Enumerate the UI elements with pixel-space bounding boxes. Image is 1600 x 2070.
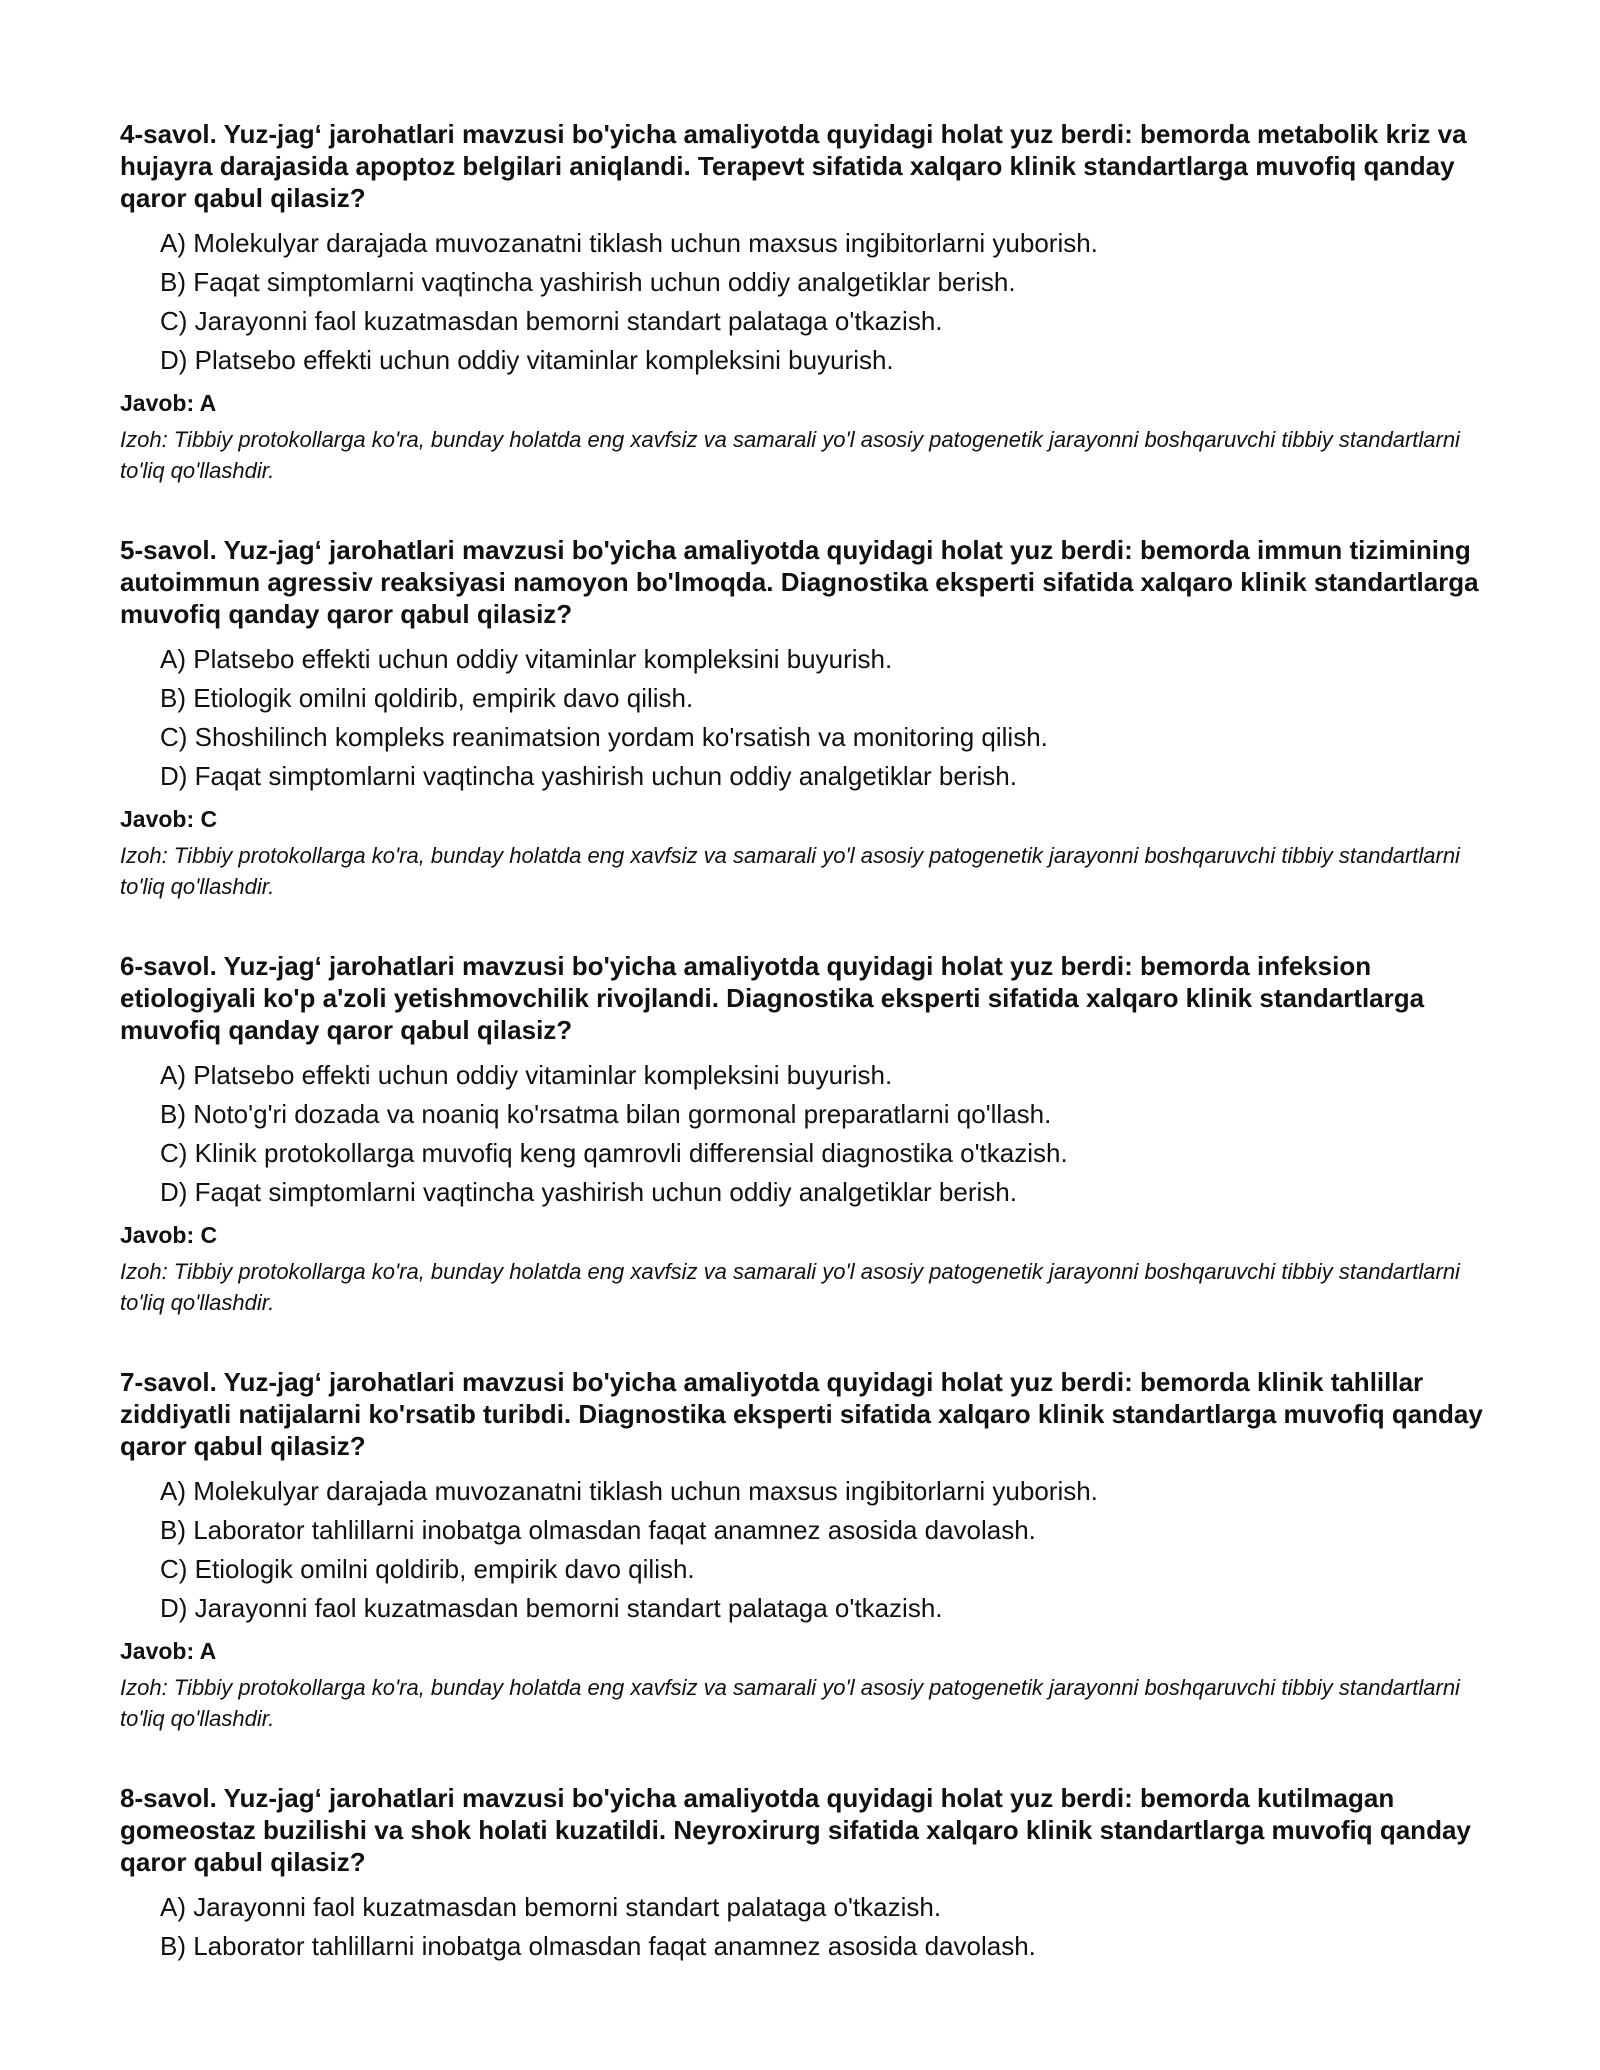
answer-options xyxy=(120,1888,1500,1966)
option-a: A) Platsebo effekti uchun oddiy vitaminlar kompleksini buyurish. xyxy=(160,1060,893,1090)
answer-options xyxy=(120,1472,1500,1628)
option-b: B) Etiologik omilni qoldirib, empirik davo qilish. xyxy=(160,683,694,713)
option-d: D) Jarayonni faol kuzatmasdan bemorni standart palataga o'tkazish. xyxy=(160,1593,943,1623)
explanation-text: Izoh: Tibbiy protokollarga ko'ra, bunday holatda eng xavfsiz va samarali yo'l asosiy patogenetik jarayonni boshqaruvchi tibbiy standartlarni to'liq qo'llashdir. xyxy=(120,1259,1460,1315)
question-7 xyxy=(120,1366,1500,1734)
option-a: A) Molekulyar darajada muvozanatni tiklash uchun maxsus ingibitorlarni yuborish. xyxy=(160,228,1098,258)
option-d: D) Faqat simptomlarni vaqtincha yashirish uchun oddiy analgetiklar berish. xyxy=(160,761,1017,791)
option-a: A) Molekulyar darajada muvozanatni tiklash uchun maxsus ingibitorlarni yuborish. xyxy=(160,1476,1098,1506)
question-4 xyxy=(120,118,1500,486)
question-6 xyxy=(120,950,1500,1318)
answer-options xyxy=(120,640,1500,796)
answer-label: Javob: C xyxy=(120,806,218,832)
answer-label: Javob: A xyxy=(120,1638,217,1664)
explanation-text: Izoh: Tibbiy protokollarga ko'ra, bunday holatda eng xavfsiz va samarali yo'l asosiy patogenetik jarayonni boshqaruvchi tibbiy standartlarni to'liq qo'llashdir. xyxy=(120,1675,1460,1731)
option-d: D) Faqat simptomlarni vaqtincha yashirish uchun oddiy analgetiklar berish. xyxy=(160,1177,1017,1207)
answer-label: Javob: A xyxy=(120,390,217,416)
option-b: B) Faqat simptomlarni vaqtincha yashirish uchun oddiy analgetiklar berish. xyxy=(160,267,1016,297)
answer-label: Javob: C xyxy=(120,1222,218,1248)
question-text: 8-savol. Yuz-jag‘ jarohatlari mavzusi bo'yicha amaliyotda quyidagi holat yuz berdi: bemorda kutilmagan gomeostaz buzilishi va shok holati kuzatildi. Neyroxirurg sifatida xalqaro klinik standartlarga muvofiq qanday qaror qabul qilasiz? xyxy=(120,1783,1471,1877)
option-c: C) Shoshilinch kompleks reanimatsion yordam ko'rsatish va monitoring qilish. xyxy=(160,722,1048,752)
question-text: 5-savol. Yuz-jag‘ jarohatlari mavzusi bo'yicha amaliyotda quyidagi holat yuz berdi: bemorda immun tizimining autoimmun agressiv reaksiyasi namoyon bo'lmoqda. Diagnostika eksperti sifatida xalqaro klinik standartlarga muvofiq qanday qaror qabul qilasiz? xyxy=(120,535,1479,629)
option-c: C) Jarayonni faol kuzatmasdan bemorni standart palataga o'tkazish. xyxy=(160,306,943,336)
document-page xyxy=(120,118,1500,2014)
question-text: 6-savol. Yuz-jag‘ jarohatlari mavzusi bo'yicha amaliyotda quyidagi holat yuz berdi: bemorda infeksion etiologiyali ko'p a'zoli yetishmovchilik rivojlandi. Diagnostika eksperti sifatida xalqaro klinik standartlarga muvofiq qanday qaror qabul qilasiz? xyxy=(120,951,1425,1045)
explanation-text: Izoh: Tibbiy protokollarga ko'ra, bunday holatda eng xavfsiz va samarali yo'l asosiy patogenetik jarayonni boshqaruvchi tibbiy standartlarni to'liq qo'llashdir. xyxy=(120,843,1460,899)
option-d: D) Platsebo effekti uchun oddiy vitaminlar kompleksini buyurish. xyxy=(160,345,894,375)
option-b: B) Laborator tahlillarni inobatga olmasdan faqat anamnez asosida davolash. xyxy=(160,1931,1036,1961)
question-8 xyxy=(120,1782,1500,1966)
explanation-text: Izoh: Tibbiy protokollarga ko'ra, bunday holatda eng xavfsiz va samarali yo'l asosiy patogenetik jarayonni boshqaruvchi tibbiy standartlarni to'liq qo'llashdir. xyxy=(120,427,1460,483)
option-c: C) Klinik protokollarga muvofiq keng qamrovli differensial diagnostika o'tkazish. xyxy=(160,1138,1068,1168)
question-text: 4-savol. Yuz-jag‘ jarohatlari mavzusi bo'yicha amaliyotda quyidagi holat yuz berdi: bemorda metabolik kriz va hujayra darajasida apoptoz belgilari aniqlandi. Terapevt sifatida xalqaro klinik standartlarga muvofiq qanday qaror qabul qilasiz? xyxy=(120,119,1467,213)
option-a: A) Platsebo effekti uchun oddiy vitaminlar kompleksini buyurish. xyxy=(160,644,893,674)
question-text: 7-savol. Yuz-jag‘ jarohatlari mavzusi bo'yicha amaliyotda quyidagi holat yuz berdi: bemorda klinik tahlillar ziddiyatli natijalarni ko'rsatib turibdi. Diagnostika eksperti sifatida xalqaro klinik standartlarga muvofiq qanday qaror qabul qilasiz? xyxy=(120,1367,1483,1461)
answer-options xyxy=(120,224,1500,380)
option-b: B) Laborator tahlillarni inobatga olmasdan faqat anamnez asosida davolash. xyxy=(160,1515,1036,1545)
answer-options xyxy=(120,1056,1500,1212)
option-b: B) Noto'g'ri dozada va noaniq ko'rsatma bilan gormonal preparatlarni qo'llash. xyxy=(160,1099,1052,1129)
option-a: A) Jarayonni faol kuzatmasdan bemorni standart palataga o'tkazish. xyxy=(160,1892,942,1922)
question-5 xyxy=(120,534,1500,902)
option-c: C) Etiologik omilni qoldirib, empirik davo qilish. xyxy=(160,1554,695,1584)
